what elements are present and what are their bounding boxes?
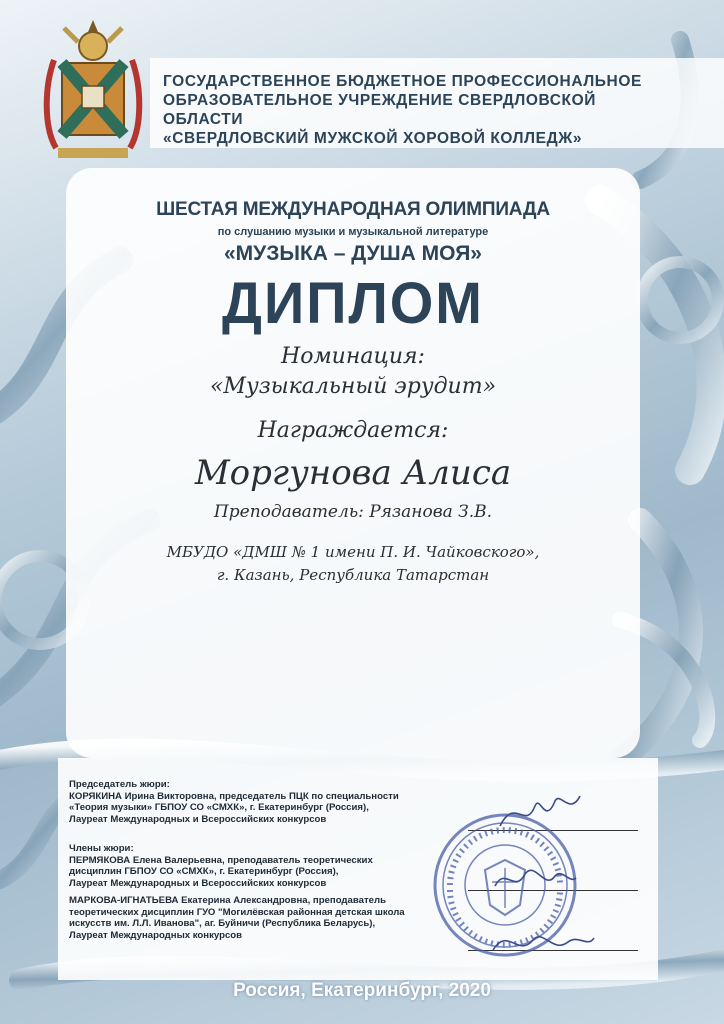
teacher-name: Преподаватель: Рязанова З.В. — [213, 502, 493, 522]
jury-chair — [69, 779, 399, 825]
jury-chair-line: Лауреат Международных и Всероссийских конкурсов — [69, 813, 327, 825]
handwritten-signature — [495, 786, 585, 836]
jury-member-line: Лауреат Международных конкурсов — [69, 929, 243, 941]
jury-member-line: МАРКОВА-ИГНАТЬЕВА Екатерина Александровна, преподаватель — [69, 895, 386, 906]
diploma-heading: ДИПЛОМ — [222, 269, 484, 336]
jury-member-1 — [69, 843, 373, 889]
winner-name: Моргунова Алиса — [194, 453, 512, 493]
jury-member-line: теоретических дисциплин ГУО "Могилёвская районная детская школа — [69, 906, 405, 918]
handwritten-signature — [488, 918, 598, 963]
awarded-label: Награждается: — [257, 418, 449, 443]
jury-member-line: ПЕРМЯКОВА Елена Валерьевна, преподаватель теоретических — [69, 854, 373, 866]
olympiad-motto: «МУЗЫКА – ДУША МОЯ» — [224, 242, 482, 265]
organization-name — [163, 72, 643, 148]
jury-chair-line: КОРЯКИНА Ирина Викторовна, председатель ПЦК по специальности — [69, 790, 399, 802]
jury-chair-line: «Теория музыки» ГБПОУ СО «СМХК», г. Екатеринбург (Россия), — [69, 802, 369, 814]
olympiad-title: ШЕСТАЯ МЕЖДУНАРОДНАЯ ОЛИМПИАДА — [156, 199, 550, 220]
coat-of-arms-emblem — [34, 8, 152, 168]
organization-line-3: «СВЕРДЛОВСКИЙ МУЖСКОЙ ХОРОВОЙ КОЛЛЕДЖ» — [163, 130, 583, 147]
school-line-1: МБУДО «ДМШ № 1 имени П. И. Чайковского», — [166, 543, 540, 561]
nomination-label: Номинация: — [281, 344, 425, 369]
jury-chair-heading: Председатель жюри: — [69, 779, 170, 790]
nomination-value: «Музыкальный эрудит» — [209, 374, 497, 399]
school-line-2: г. Казань, Республика Татарстан — [216, 566, 490, 584]
jury-member-2 — [69, 895, 405, 941]
jury-member-line: дисциплин ГБПОУ СО «СМХК», г. Екатеринбург (Россия), — [69, 866, 339, 878]
organization-line-1: ГОСУДАРСТВЕННОЕ БЮДЖЕТНОЕ ПРОФЕССИОНАЛЬНОЕ — [163, 73, 642, 90]
jury-members-heading: Члены жюри: — [69, 843, 134, 854]
handwritten-signature — [490, 856, 580, 901]
olympiad-subtitle: по слушанию музыки и музыкальной литературе — [217, 226, 489, 238]
footer-place-year: Россия, Екатеринбург, 2020 — [233, 980, 491, 1001]
jury-member-line: искусств им. Л.Л. Иванова", аг. Буйничи (Республика Беларусь), — [69, 918, 376, 930]
organization-line-2: ОБРАЗОВАТЕЛЬНОЕ УЧРЕЖДЕНИЕ СВЕРДЛОВСКОЙ ОБЛАСТИ — [163, 92, 596, 128]
jury-member-line: Лауреат Международных и Всероссийских конкурсов — [69, 877, 327, 889]
